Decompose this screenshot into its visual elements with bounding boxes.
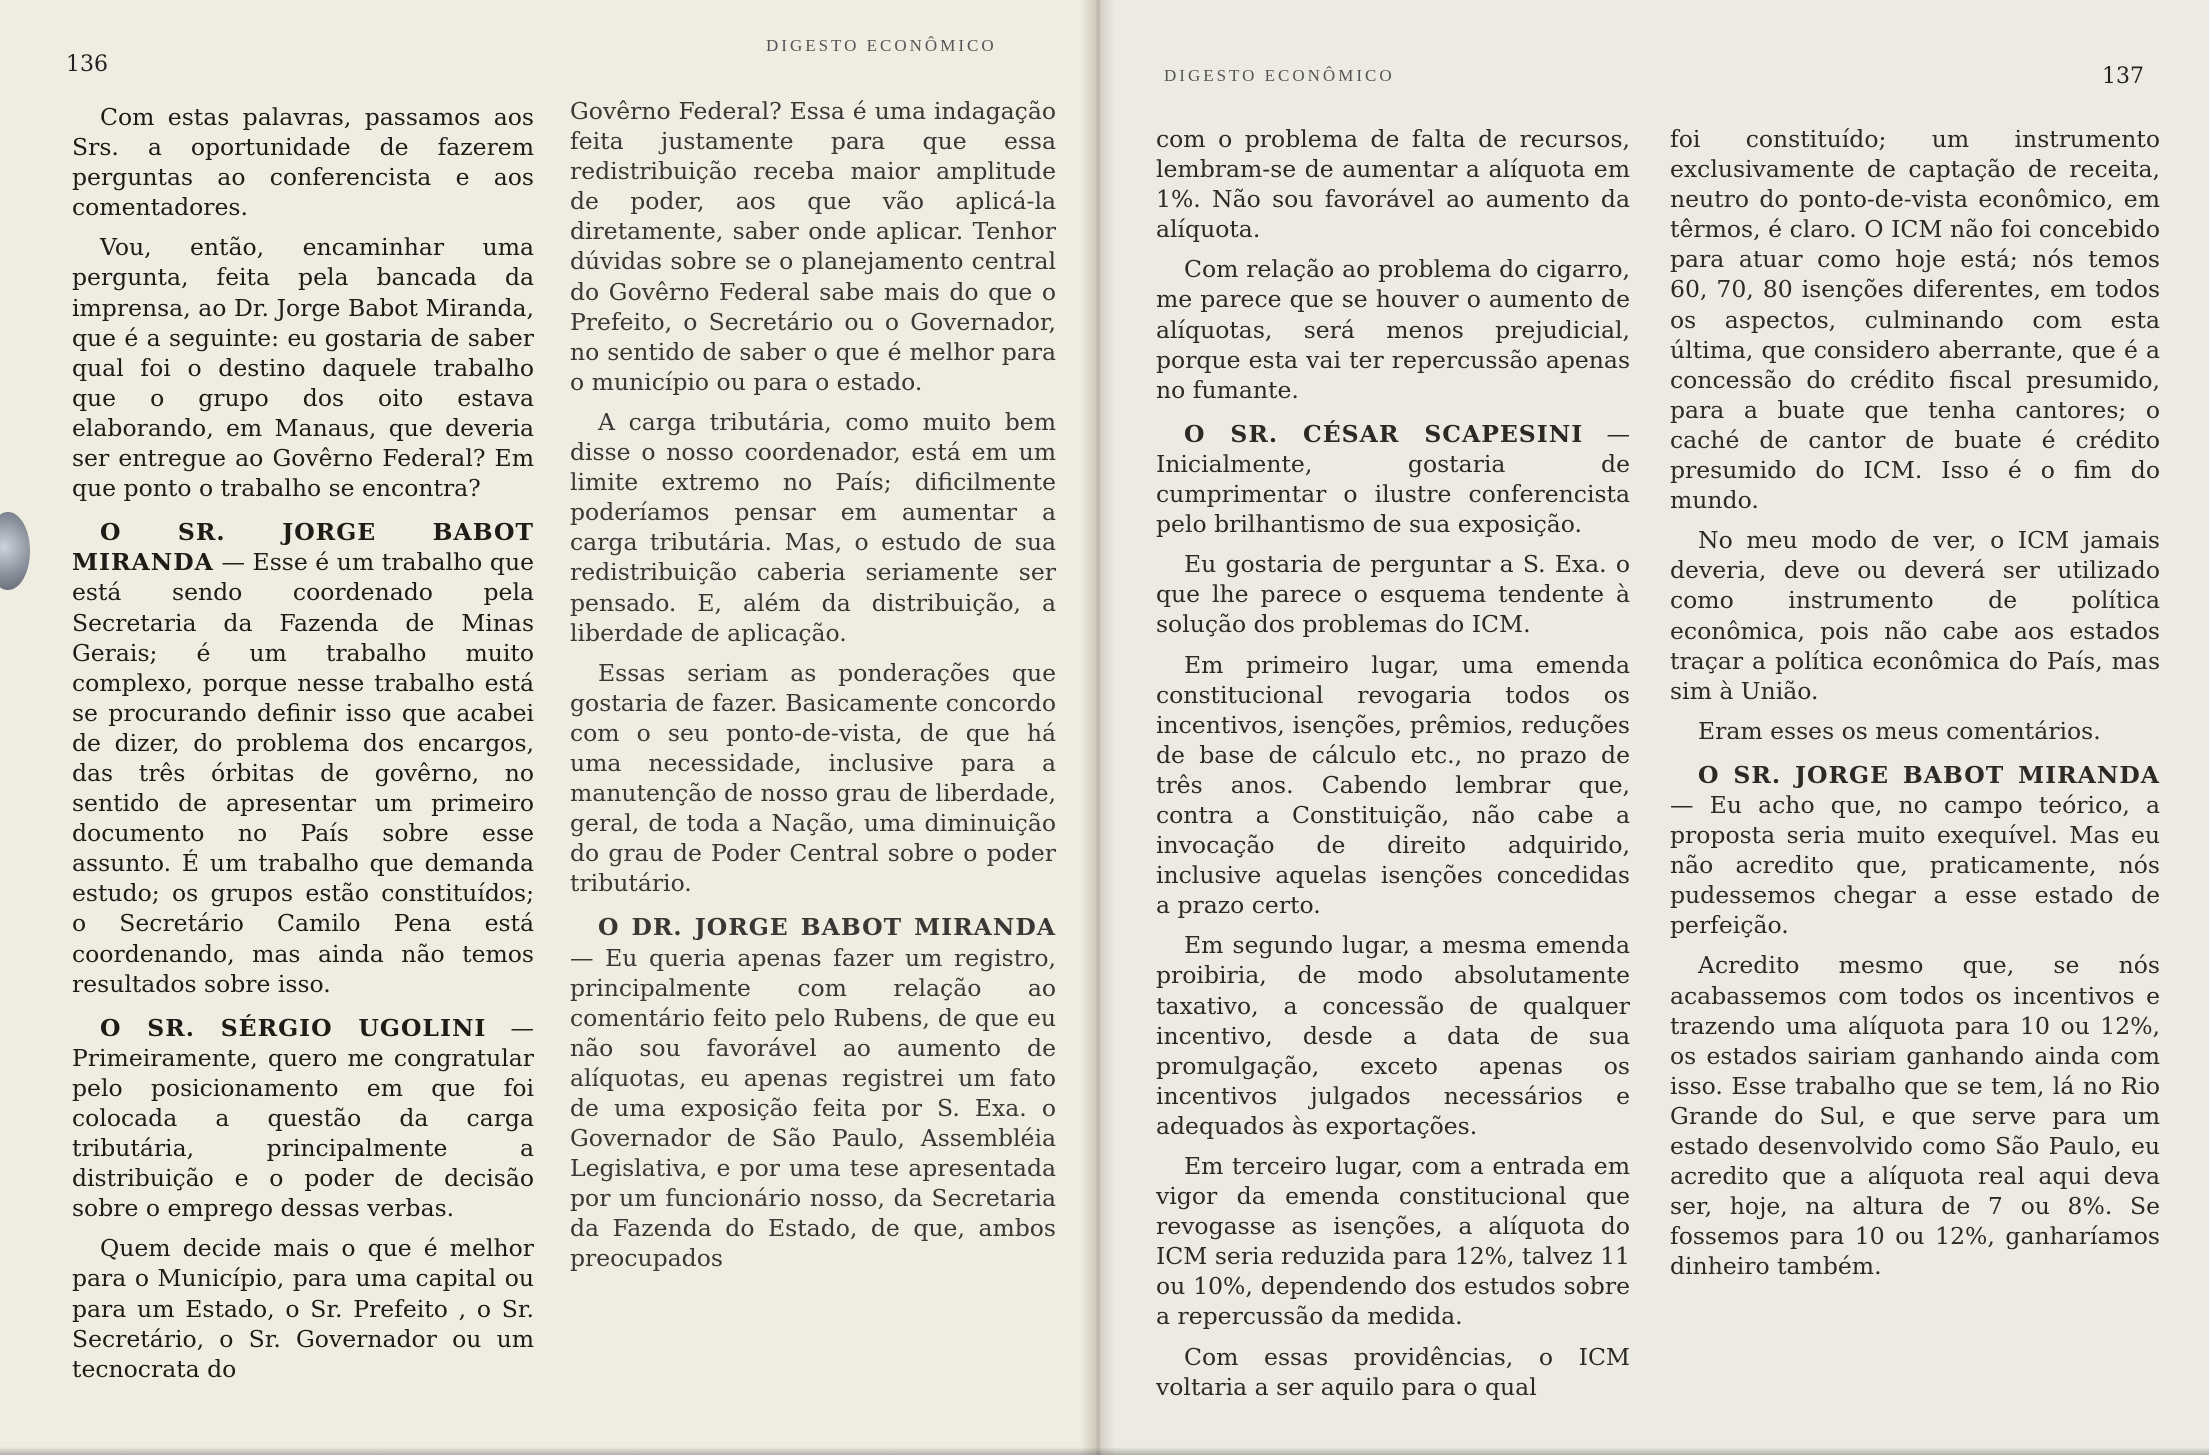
paragraph <box>1156 124 1630 244</box>
paragraph <box>1156 549 1630 639</box>
binding-clip <box>0 512 30 590</box>
paragraph-text: Em primeiro lugar, uma emenda constitucional revogaria todos os incentivos, isenções, prêmios, reduções de base de cálculo etc., no prazo de três anos. Cabendo lembrar que, contra a Constituição, não cabe a invocação de direito adquirido, inclusive aquelas isenções concedidas a prazo certo. <box>1156 650 1630 920</box>
paragraph-text: A carga tributária, como muito bem disse o nosso coordenador, está em um limite extremo no País; dificilmente poderíamos pensar em aumentar a carga tributária. Mas, o estudo de sua redistribuição caberia seriamente ser pensado. E, além da distribuição, a liberdade de aplicação. <box>570 407 1056 647</box>
page-bottom-shadow <box>0 1447 2209 1455</box>
paragraph <box>1670 124 2160 515</box>
paragraph-text: foi constituído; um instrumento exclusivamente de captação de receita, neutro do ponto-de-vista econômico, em têrmos, é claro. O ICM não foi concebido para atuar como hoje está; nós temos 60, 70, 80 isenções diferentes, em todos os aspectos, culminando com esta última, que considero aberrante, que é a concessão do crédito fiscal presumido, para a buate que tenha cantores; o caché de cantor de buate é crédito presumido do ICM. Isso é o fim do mundo. <box>1670 125 2160 515</box>
right-page <box>1096 0 2209 1455</box>
paragraph <box>1156 1342 1630 1402</box>
running-head-left: DIGESTO ECONÔMICO <box>766 36 997 55</box>
paragraph <box>72 102 534 222</box>
paragraph-text: Em terceiro lugar, com a entrada em vigor da emenda constitucional que revogasse as isenções, a alíquota do ICM seria reduzida para 12%, talvez 11 ou 10%, dependendo dos estudos sobre a repercussão da medida. <box>1156 1152 1630 1331</box>
speaker-name: O SR. CÉSAR SCAPESINI <box>1184 419 1584 448</box>
left-column-2 <box>570 96 1056 1284</box>
paragraph-text: Govêrno Federal? Essa é uma indagação feita justamente para que essa redistribuição receba maior amplitude de poder, aos que vão aplicá-la diretamente, saber onde aplicar. Tenhor dúvidas sobre se o planejamento central do Govêrno Federal sabe mais do que o Prefeito, o Secretário ou o Governador, no sentido de saber o que é melhor para o município ou para o estado. <box>570 97 1056 396</box>
speaker-name: O SR. JORGE BABOT MIRANDA <box>72 518 534 577</box>
paragraph-text: — Eu queria apenas fazer um registro, principalmente com relação ao comentário feito pelo Rubens, de que eu não sou favorável ao aumento de alíquotas, eu apenas registrei um fato de uma exposição feita por S. Exa. o Governador de São Paulo, Assembléia Legislativa, e por uma tese apresentada por um funcionário nosso, da Secretaria da Fazenda do Estado, de que, ambos preocupados <box>570 943 1056 1273</box>
paragraph <box>570 96 1056 397</box>
paragraph <box>570 407 1056 648</box>
right-column-1 <box>1156 124 1630 1412</box>
paragraph-text: Eu gostaria de perguntar a S. Exa. o que lhe parece o esquema tendente à solução dos problemas do ICM. <box>1156 550 1630 639</box>
paragraph <box>1670 525 2160 706</box>
paragraph-text: No meu modo de ver, o ICM jamais deveria, deve ou deverá ser utilizado como instrumento de política econômica, pois não cabe aos estados traçar a política econômica do País, mas sim à União. <box>1670 526 2160 705</box>
paragraph <box>1156 1151 1630 1332</box>
speaker-paragraph <box>72 1013 534 1224</box>
speaker-paragraph <box>1670 760 2160 941</box>
paragraph-text: Com estas palavras, passamos aos Srs. a oportunidade de fazerem perguntas ao conferencista e aos comentadores. <box>72 103 534 222</box>
paragraph <box>72 232 534 503</box>
speaker-paragraph <box>570 912 1056 1273</box>
speaker-name: O SR. SÉRGIO UGOLINI <box>100 1013 487 1042</box>
paragraph <box>1670 716 2160 746</box>
paragraph-text: — Esse é um trabalho que está sendo coordenado pela Secretaria da Fazenda de Minas Gerais; é um trabalho muito complexo, porque nesse trabalho está se procurando definir isso que acabei de dizer, do problema dos encargos, das três órbitas de govêrno, no sentido de apresentar um primeiro documento no País sobre esse assunto. É um trabalho que demanda estudo; os grupos estão constituídos; o Secretário Camilo Pena está coordenando, mas ainda não temos resultados sobre isso. <box>72 548 534 998</box>
paragraph-text: Essas seriam as ponderações que gostaria de fazer. Basicamente concordo com o seu ponto-de-vista, de que há uma necessidade, inclusive para a manutenção de nosso grau de liberdade, geral, de toda a Nação, uma diminuição do grau de Poder Central sobre o poder tributário. <box>570 658 1056 898</box>
paragraph-text: — Eu acho que, no campo teórico, a proposta seria muito exequível. Mas eu não acredito que, praticamente, nós pudessemos chegar a esse estado de perfeição. <box>1670 790 2160 940</box>
paragraph-text: Com relação ao problema do cigarro, me parece que se houver o aumento de alíquotas, será menos prejudicial, porque esta vai ter repercussão apenas no fumante. <box>1156 255 1630 404</box>
paragraph-text: Vou, então, encaminhar uma pergunta, feita pela bancada da imprensa, ao Dr. Jorge Babot Miranda, que é a seguinte: eu gostaria de saber qual foi o destino daquele trabalho que o grupo dos oito estava elaborando, em Manaus, que deveria ser entregue ao Govêrno Federal? Em que ponto o trabalho se encontra? <box>72 233 534 503</box>
running-head-right: DIGESTO ECONÔMICO <box>1164 66 1395 85</box>
right-column-2 <box>1670 124 2160 1291</box>
left-column-1 <box>72 102 534 1394</box>
paragraph-text: Com essas providências, o ICM voltaria a ser aquilo para o qual <box>1156 1342 1630 1401</box>
paragraph-text: — Inicialmente, gostaria de cumprimentar o ilustre conferencista pelo brilhantismo de sua exposição. <box>1156 419 1630 539</box>
page-number-right: 137 <box>2102 64 2144 89</box>
page-number-left: 136 <box>66 52 108 77</box>
paragraph <box>72 1233 534 1383</box>
paragraph <box>1670 950 2160 1281</box>
speaker-paragraph <box>1156 419 1630 539</box>
paragraph-text: Em segundo lugar, a mesma emenda proibiria, de modo absolutamente taxativo, a concessão de qualquer incentivo, desde a data de sua promulgação, exceto apenas os incentivos julgados necessários e adequados às exportações. <box>1156 931 1630 1140</box>
paragraph <box>1156 650 1630 921</box>
paragraph-text: Acredito mesmo que, se nós acabassemos com todos os incentivos e trazendo uma alíquota para 10 ou 12%, os estados sairiam ganhando ainda com isso. Esse trabalho que se tem, lá no Rio Grande do Sul, e que serve para um estado desenvolvido como São Paulo, eu acredito que a alíquota real aqui deva ser, hoje, na altura de 7 ou 8%. Se fossemos para 10 ou 12%, ganharíamos dinheiro também. <box>1670 951 2160 1281</box>
paragraph-text: Quem decide mais o que é melhor para o Município, para uma capital ou para um Estado, o Sr. Prefeito , o Sr. Secretário, o Sr. Governador ou um tecnocrata do <box>72 1234 534 1383</box>
paragraph-text: — Primeiramente, quero me congratular pelo posicionamento em que foi colocada a questão da carga tributária, principalmente a distribuição e o poder de decisão sobre o emprego dessas verbas. <box>72 1013 534 1223</box>
paragraph <box>570 658 1056 899</box>
paragraph-text: Eram esses os meus comentários. <box>1698 716 2101 745</box>
paragraph <box>1156 930 1630 1141</box>
book-gutter <box>1080 0 1116 1455</box>
paragraph-text: com o problema de falta de recursos, lembram-se de aumentar a alíquota em 1%. Não sou favorável ao aumento da alíquota. <box>1156 125 1630 244</box>
speaker-paragraph <box>72 517 534 999</box>
left-page <box>0 0 1096 1455</box>
paragraph <box>1156 254 1630 404</box>
speaker-name: O DR. JORGE BABOT MIRANDA <box>598 913 1056 942</box>
speaker-name: O SR. JORGE BABOT MIRANDA <box>1698 760 2160 789</box>
